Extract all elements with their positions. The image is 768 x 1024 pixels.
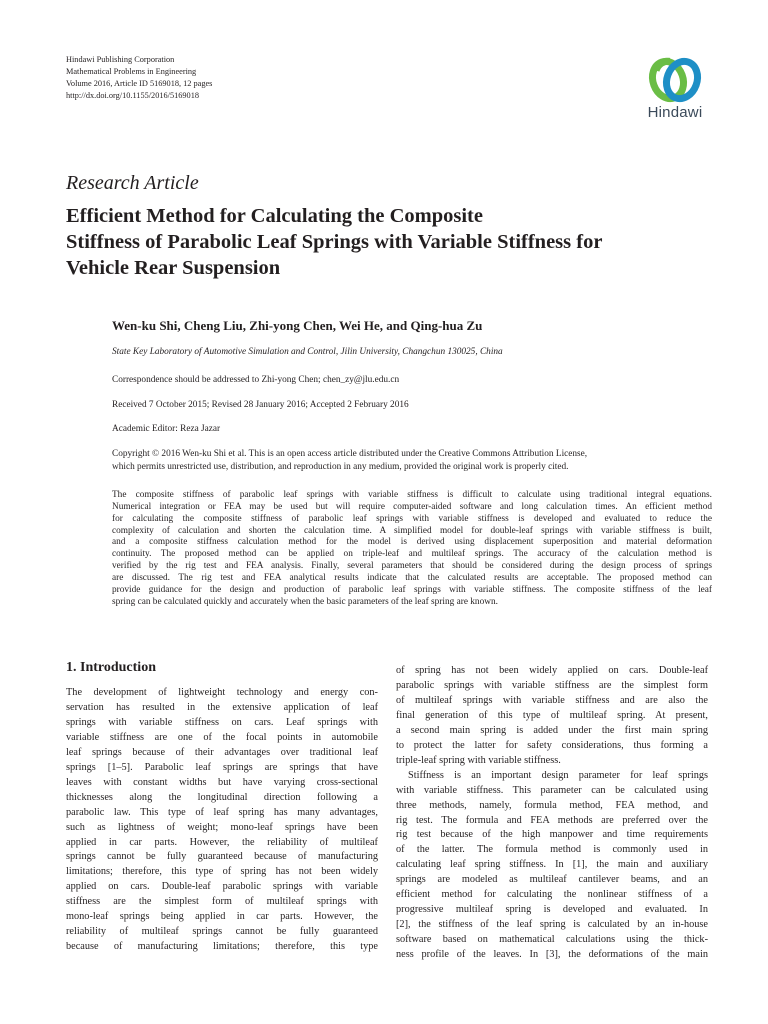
journal-name: Mathematical Problems in Engineering [66,67,197,76]
body-line: rig test. The formula and FEA methods are preferred over the [396,814,708,826]
paper-title [66,203,716,281]
body-line: because of manufacturing limitations; therefore, this type [66,941,378,953]
abstract-line: complexity of calculation and shorten the calculation time. A simplified model for double-leaf springs with variable stiffness is built, [112,525,712,536]
hindawi-logo-icon [646,54,704,106]
volume-info: Volume 2016, Article ID 5169018, 12 pages [66,79,213,88]
body-line: parabolic springs with variable stiffness are the simplest form [396,679,708,691]
abstract-line: are discussed. The rig test and FEA analytical results indicate that the calculated results are acceptable. The proposed method can [112,572,712,583]
title-line: Stiffness of Parabolic Leaf Springs with Variable Stiffness for [66,231,603,253]
body-line: a second main spring is added under the first main spring [396,724,708,736]
body-line: efficient method for calculating the nonlinear stiffness of a [396,889,708,901]
article-type: Research Article [66,172,199,194]
copyright-line: Copyright © 2016 Wen-ku Shi et al. This is an open access article distributed under the Creative Commons Attribution License, [112,449,588,459]
body-line: springs cannot be fully guaranteed because of manufacturing [66,851,378,863]
title-line: Vehicle Rear Suspension [66,257,281,279]
body-line: such as lightness of weight; mono-leaf springs have been [66,821,378,833]
body-line: [2], the stiffness of the leaf spring is calculated by an in-house [396,919,708,931]
body-line: springs are modeled as multileaf cantilever beams, and an [396,874,708,886]
body-line: progressive multileaf spring is developed and evaluated. In [396,904,708,916]
body-line: leaves with constant widths but have varying cross-sectional [66,776,378,788]
abstract-line: verified by the rig test and FEA analysis. Finally, several parameters that should be considered during the design process of springs [112,561,712,572]
abstract-line: and a composite stiffness calculation method for the model is derived using displacement superposition and material deformation [112,537,712,548]
author-list: Wen-ku Shi, Cheng Liu, Zhi-yong Chen, Wei He, and Qing-hua Zu [112,318,483,333]
abstract-line: Numerical integration or FEA may be used but will require computer-aided software and long calculation times. An efficient method [112,501,712,512]
body-line: three methods, namely, formula method, FEA method, and [396,799,708,811]
hindawi-logo [636,54,714,134]
abstract-line: for calculating the composite stiffness of parabolic leaf springs with variable stiffness is developed and evaluated to reduce the [112,513,712,524]
logo-text: Hindawi [647,104,703,121]
copyright-notice [112,448,712,474]
body-line: final generation of this type of multileaf spring. At present, [396,709,708,721]
publication-info [66,54,212,102]
body-column-left [66,686,378,955]
abstract [112,490,712,608]
publisher-name: Hindawi Publishing Corporation [66,55,175,64]
body-line: applied in car parts. However, the reliability of multileaf [66,836,378,848]
body-line: thicknesses along the longitudinal direction following a [66,791,378,803]
copyright-line: which permits unrestricted use, distribution, and reproduction in any medium, provided the original work is properly cited. [112,462,569,472]
body-line: mono-leaf springs being applied in car parts. However, the [66,911,378,923]
body-line: of the latter. The formula method is commonly used in [396,844,708,856]
abstract-line: The composite stiffness of parabolic leaf springs with variable stiffness is difficult to calculate using traditional integral equations. [112,490,712,500]
abstract-line: spring can be calculated quickly and accurately when the basic parameters of the leaf spring are known. [112,596,498,607]
body-line: servation has resulted in the extensive application of leaf [66,701,378,713]
body-line: of multileaf springs with variable stiffness and are also the [396,694,708,706]
body-column-right [396,664,708,963]
title-line: Efficient Method for Calculating the Composite [66,205,483,227]
body-line: parabolic law. This type of leaf spring has many advantages, [66,806,378,818]
body-line: software based on mathematical calculations using the thick- [396,934,708,946]
body-line: Stiffness is an important design parameter for leaf springs [408,769,708,781]
body-line: springs [1–5]. Parabolic leaf springs are springs that have [66,761,378,773]
body-line: The development of lightweight technology and energy con- [66,687,378,698]
body-line: triple-leaf spring with variable stiffness. [396,754,561,766]
body-line: ness profile of the leaves. In [3], the deformations of the main [396,949,708,961]
body-line: reliability of multileaf springs cannot be fully guaranteed [66,926,378,938]
body-line: variable stiffness are one of the focal points in automobile [66,731,378,743]
abstract-line: provide guidance for the design and production of parabolic leaf springs with variable stiffness. The composite stiffness of the leaf [112,584,712,595]
affiliation: State Key Laboratory of Automotive Simulation and Control, Jilin University, Changchun 130025, China [112,347,503,357]
abstract-line: continuity. The proposed method can be applied on triple-leaf and multileaf springs. The accuracy of the calculation method is [112,549,712,560]
body-line: leaf springs because of their advantages over traditional leaf [66,746,378,758]
section-heading-introduction: 1. Introduction [66,660,156,675]
doi-link[interactable]: http://dx.doi.org/10.1155/2016/5169018 [66,91,199,100]
body-line: rig test because of the high manpower and time requirements [396,829,708,841]
body-line: calculating leaf spring stiffness. In [1], the main and auxiliary [396,859,708,871]
correspondence: Correspondence should be addressed to Zhi-yong Chen; chen_zy@jlu.edu.cn [112,375,400,385]
body-line: applied on cars. Double-leaf parabolic springs with variable [66,881,378,893]
body-line: springs with variable stiffness on cars. Leaf springs with [66,716,378,728]
publication-dates: Received 7 October 2015; Revised 28 January 2016; Accepted 2 February 2016 [112,400,409,410]
body-line: to protect the latter for safety considerations, thus forming a [396,739,708,751]
body-line: of spring has not been widely applied on cars. Double-leaf [396,665,708,676]
body-line: stiffness are the simplest form of multileaf springs with [66,896,378,908]
academic-editor: Academic Editor: Reza Jazar [112,424,221,434]
body-line: limitations; therefore, this type of spring has not been widely [66,866,378,878]
body-line: with variable stiffness. This parameter can be calculated using [396,784,708,796]
